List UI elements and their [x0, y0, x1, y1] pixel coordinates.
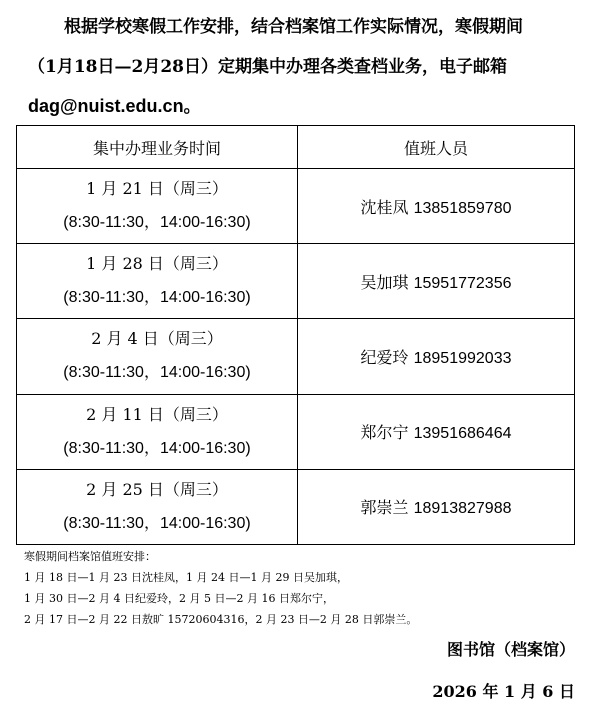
intro-line-3 [28, 92, 597, 117]
staff-phone: 13851859780 [413, 199, 512, 217]
notes-line: 1 月 18 日—1 月 23 日沈桂凤，1 月 24 日—1 月 29 日吴加琪， [24, 571, 348, 584]
duty-date: 1 月 21 日（周三） [86, 179, 228, 199]
staff-phone: 18951992033 [413, 349, 512, 367]
table-row [17, 244, 575, 319]
staff-name: 郑尔宁 [360, 423, 409, 443]
notes-title: 寒假期间档案馆值班安排： [24, 550, 156, 563]
email-link[interactable]: dag@nuist.edu.cn [28, 96, 184, 116]
duty-hours: (8:30-11:30，14:00-16:30) [63, 364, 251, 382]
header-time: 集中办理业务时间 [17, 126, 298, 169]
staff-cell [298, 469, 575, 544]
signature-org: 图书馆（档案馆） [446, 640, 575, 659]
header-staff: 值班人员 [298, 126, 575, 169]
signature-date: 2026 年 1 月 6 日 [432, 682, 575, 701]
duty-notes [24, 546, 417, 630]
intro-line-2: （1月18日—2月28日）定期集中办理各类查档业务，电子邮箱 [28, 57, 507, 77]
duty-hours: (8:30-11:30，14:00-16:30) [63, 214, 251, 232]
table-row [17, 469, 575, 544]
table-body [17, 169, 575, 545]
staff-phone: 18913827988 [413, 500, 512, 518]
time-cell [17, 169, 298, 244]
table-row [17, 394, 575, 469]
intro-line-1: 根据学校寒假工作安排，结合档案馆工作实际情况，寒假期间 [64, 17, 523, 37]
duty-hours: (8:30-11:30，14:00-16:30) [63, 439, 251, 457]
duty-hours: (8:30-11:30，14:00-16:30) [63, 514, 251, 532]
email-suffix: 。 [183, 97, 201, 117]
duty-schedule-table [16, 125, 575, 545]
notes-line: 2 月 17 日—2 月 22 日敖旷 15720604316，2 月 23 日—2 月 28 日郭崇兰。 [24, 613, 418, 626]
table-header-row [17, 126, 575, 169]
duty-date: 1 月 28 日（周三） [86, 254, 228, 274]
duty-date: 2 月 4 日（周三） [91, 329, 223, 349]
staff-cell [298, 319, 575, 394]
staff-cell [298, 169, 575, 244]
duty-hours: (8:30-11:30，14:00-16:30) [63, 289, 251, 307]
staff-name: 吴加琪 [360, 272, 409, 292]
table-row [17, 319, 575, 394]
time-cell [17, 394, 298, 469]
staff-name: 郭崇兰 [360, 498, 409, 518]
staff-cell [298, 394, 575, 469]
time-cell [17, 319, 298, 394]
notes-line: 1 月 30 日—2 月 4 日纪爱玲，2 月 5 日—2 月 16 日郑尔宁， [24, 592, 334, 605]
duty-date: 2 月 25 日（周三） [86, 479, 228, 499]
time-cell [17, 469, 298, 544]
table-row [17, 169, 575, 244]
staff-phone: 15951772356 [413, 274, 512, 292]
time-cell [17, 244, 298, 319]
staff-name: 沈桂凤 [360, 197, 409, 217]
duty-date: 2 月 11 日（周三） [86, 404, 228, 424]
staff-name: 纪爱玲 [360, 347, 409, 367]
staff-phone: 13951686464 [413, 425, 512, 443]
staff-cell [298, 244, 575, 319]
